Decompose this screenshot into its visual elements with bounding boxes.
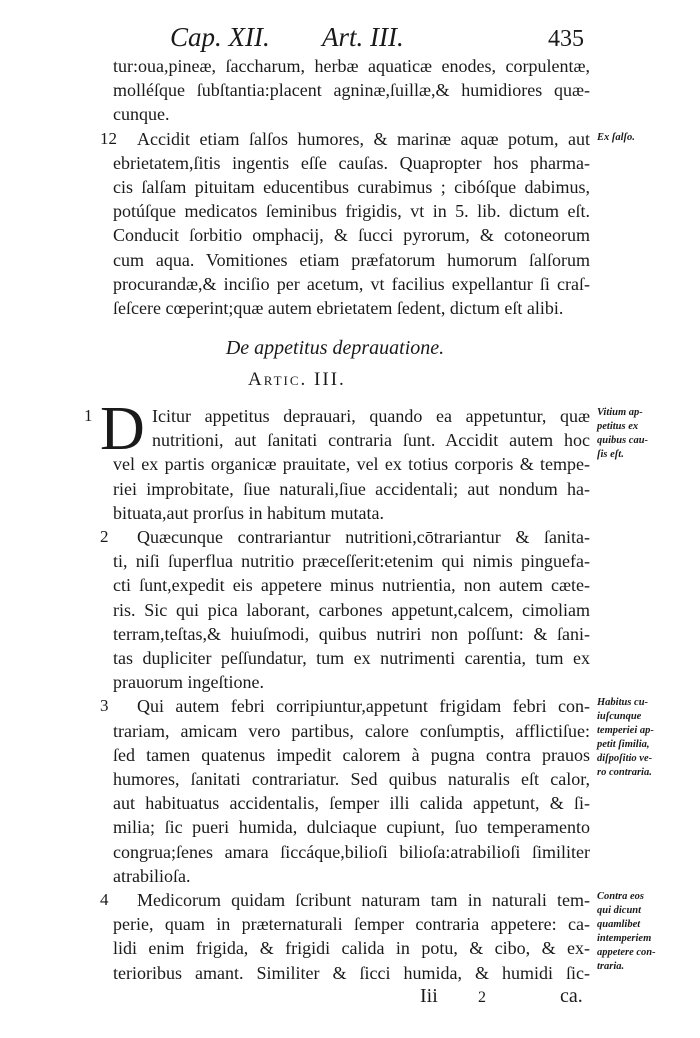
text-line: Quæcunque contrariantur nutritioni,cōtrariantur & ſanita- [137,527,590,547]
text-line: tas dupliciter peſſundatur, tum ex nutrimenti carentia, tum ex [113,648,590,668]
margin-note-line: appetere con- [597,947,656,958]
section-heading-text: De appetitus deprauatione. [225,337,445,359]
running-head-chapter: Cap. XII. [170,22,270,52]
text-line: atrabilioſa. [113,865,191,886]
margin-note-line: intemperiem [597,933,652,944]
margin-note-line: Vitium ap- [597,407,643,418]
text-line: perie, quam in præternaturali ſemper contraria appetere: ca- [113,914,590,935]
text-line: ſeſcere cœperint;quæ autem ebrietatem ſedent, dictum eſt alibi. [113,298,564,318]
margin-note-line: temperiei ap- [597,725,654,737]
text-line: cunque. [113,104,170,125]
margin-note-line: diſpoſitio ve- [597,753,653,765]
text-line: congrua;ſenes amara ſiccáque,bilioſi bilioſa:atrabilioſi ſimiliter [113,841,590,862]
text-line: terioribus amant. Similiter & ſicci humida, & humidi ſic- [113,962,590,983]
margin-note-line: petitus ex [597,421,639,432]
text-line: aut habituatus accidentalis, ſemper illi calida appetunt, & ſi- [113,793,590,814]
catchword: ca. [560,985,583,1007]
margin-note-line: Habitus cu- [597,697,649,709]
margin-note-line: quamlibet [597,919,641,930]
text-line: Conducit ſorbitio omphacij, & ſucci pyrorum, & cotoneorum [113,225,590,246]
text-line: Icitur appetitus deprauari, quando ea appetuntur, quæ [152,406,590,426]
text-line: prauorum ingeſtione. [113,672,264,693]
text-line: nutritioni, aut ſanitati contraria ſunt. Accidit autem hoc [152,430,590,451]
margin-note-line: qui dicunt [597,905,642,916]
text-line: Medicorum quidam ſcribunt naturam tam in naturali tem- [137,890,590,910]
paragraph-number: 2 [100,527,109,546]
signature-number: 2 [478,989,486,1006]
text-line: molléſque ſubſtantia:placent agninæ,ſuillæ,& humidiores quæ- [113,80,590,101]
text-line: lidi enim frigida, & frigidi calida in potu, & cibo, & ex- [113,938,590,959]
text-line: tur:oua,pineæ, ſaccharum, herbæ aquaticæ enodes, corpulentæ, [113,56,590,76]
margin-note-line: petit ſimilia, [597,739,650,751]
text-line: ſed tamen quatenus impedit calorem à pugna contra prauos [113,744,590,765]
margin-note-line: ſis eſt. [597,449,624,460]
text-line: humores, ſanitati contrariatur. Sed quibus naturalis eſt calor, [113,769,590,789]
text-line: cum aqua. Vomitiones etiam præfatorum humorum ſalſorum [113,249,590,270]
margin-note-line: quibus cau- [597,435,649,446]
text-line: cti ſunt,expedit eis appetere minus nutrientia, non autem cæte- [113,575,590,596]
text-line: potúſque medicatos ſeminibus frigidis, vt in 5. lib. dictum eſt. [113,201,590,222]
margin-note-line: Ex ſalſo. [597,131,635,143]
text-line: Qui autem febri corripiuntur,appetunt frigidam febri con- [137,696,590,717]
margin-note-line: ro contraria. [597,767,652,779]
text-line: ebrietatem,ſitis ingentis eſſe cauſas. Quapropter hos pharma- [113,152,590,173]
text-line: trariam, amicam vero partibus, calore conſumptis, afflictiſue: [113,720,590,741]
signature-mark: Iii [420,985,438,1007]
paragraph-number: 12 [100,128,117,148]
text-line: Accidit etiam ſalſos humores, & marinæ aquæ potum, aut [137,128,590,149]
paragraph-number: 3 [100,696,109,716]
page-number: 435 [548,26,584,52]
text-line: procurandæ,& inciſio per acetum, vt facilius expellantur ſi craſ- [113,273,590,294]
text-line: ti, niſi ſuperflua nutritio præceſſerit:etenim qui nimis pinguefa- [113,551,590,572]
text-line: vel ex partis organicæ prauitate, vel ex totius corporis & tempe- [113,454,590,475]
text-line: riei improbitate, ſiue naturali,ſiue accidentali; aut nondum ha- [113,478,590,499]
margin-note-line: Contra eos [597,891,644,902]
paragraph-number: 1 [84,406,93,425]
text-line: cis ſalſam pituitam educentibus curabimus ; cibóſque dabimus, [113,177,590,197]
text-line: terram,teſtas,& huiuſmodi, quibus nutriri non poſſunt: & ſani- [113,623,590,644]
running-head-article: Art. III. [322,22,404,52]
article-heading: Artic. III. [248,369,346,390]
margin-note-line: iuſcunque [597,711,642,723]
drop-cap: D [100,395,145,463]
text-line: bituata,aut prorſus in habitum mutata. [113,502,384,523]
text-line: milia; ſic pueri humida, dulciaque cupiunt, ſuo temperamento [113,817,590,838]
paragraph-number: 4 [100,890,109,909]
text-line: ris. Sic qui pica laborant, carbones appetunt,calcem, cimoliam [113,599,590,620]
margin-note-line: traria. [597,961,625,972]
section-heading [0,337,700,360]
